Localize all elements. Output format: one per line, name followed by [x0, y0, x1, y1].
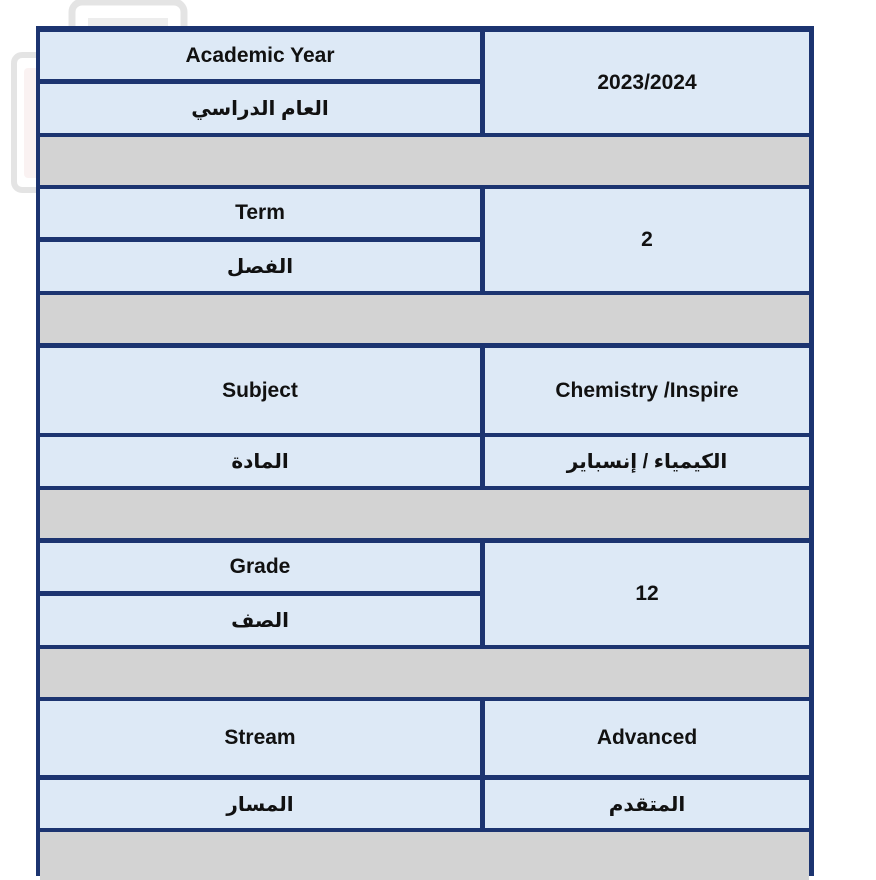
row-separator [40, 649, 809, 697]
stream-value-ar: المتقدم [485, 780, 809, 828]
subject-value-ar: الكيمياء / إنسباير [485, 437, 809, 486]
subject-label-en: Subject [40, 348, 480, 433]
subject-value-en: Chemistry /Inspire [485, 348, 809, 433]
grade-value: 12 [485, 543, 809, 645]
grade-label-ar: الصف [40, 596, 480, 645]
term-label-ar: الفصل [40, 242, 480, 291]
row-separator [40, 295, 809, 343]
academic-year-value: 2023/2024 [485, 32, 809, 133]
academic-year-label-ar: العام الدراسي [40, 84, 480, 133]
row-separator [40, 137, 809, 185]
term-label-en: Term [40, 189, 480, 237]
term-value: 2 [485, 189, 809, 291]
subject-label-ar: المادة [40, 437, 480, 486]
grade-label-en: Grade [40, 543, 480, 591]
stream-label-en: Stream [40, 701, 480, 775]
row-separator [40, 490, 809, 538]
stream-label-ar: المسار [40, 780, 480, 828]
info-table [36, 26, 814, 876]
academic-year-label-en: Academic Year [40, 32, 480, 79]
stream-value-en: Advanced [485, 701, 809, 775]
row-separator [40, 832, 809, 880]
